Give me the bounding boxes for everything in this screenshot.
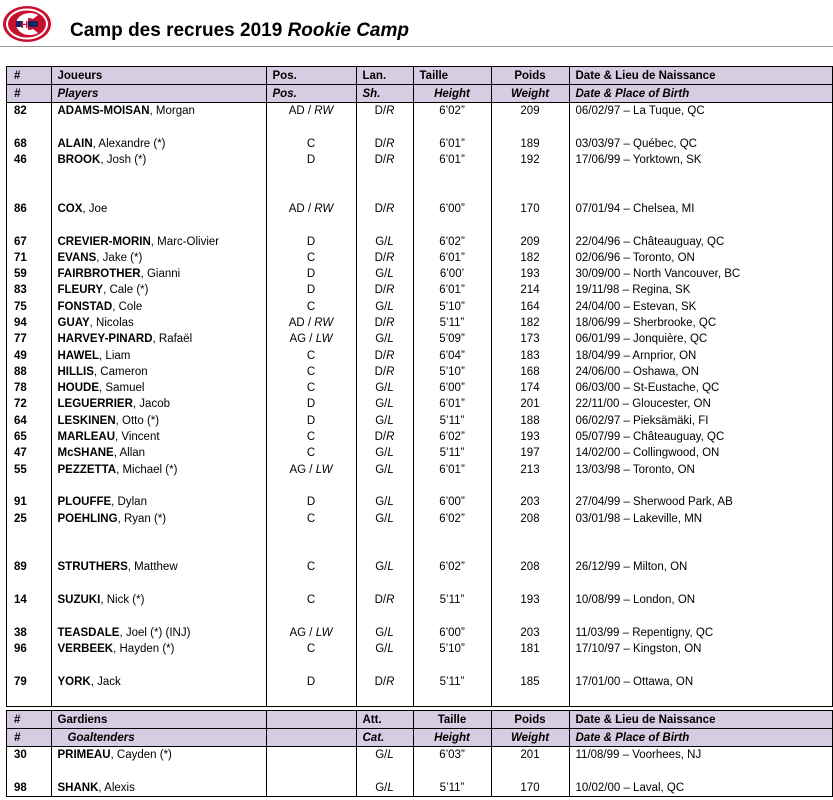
height: 5’10” bbox=[413, 364, 491, 380]
shoots: G/L bbox=[356, 494, 413, 510]
player-row bbox=[6, 429, 833, 445]
height: 6’01” bbox=[413, 462, 491, 478]
weight: 168 bbox=[491, 364, 569, 380]
weight: 170 bbox=[491, 201, 569, 217]
shoots: G/L bbox=[356, 233, 413, 249]
weight: 185 bbox=[491, 673, 569, 689]
shoots: G/L bbox=[356, 462, 413, 478]
height: 5’11” bbox=[413, 315, 491, 331]
weight: 201 bbox=[491, 747, 569, 764]
players-header-en bbox=[6, 85, 833, 103]
spacer-row bbox=[6, 690, 833, 706]
jersey-number: 94 bbox=[14, 317, 27, 329]
shoots: G/L bbox=[356, 299, 413, 315]
shoots: G/L bbox=[356, 445, 413, 461]
position: C bbox=[266, 559, 356, 575]
header-shot: Lan. bbox=[356, 67, 413, 85]
shoots: G/L bbox=[356, 780, 413, 796]
player-row bbox=[6, 201, 833, 217]
height: 6’04” bbox=[413, 347, 491, 363]
players-header-fr bbox=[6, 67, 833, 85]
birth-info: 14/02/00 – Collingwood, ON bbox=[569, 445, 833, 461]
shoots: D/R bbox=[356, 282, 413, 298]
header-weight: Poids bbox=[491, 67, 569, 85]
player-row bbox=[6, 641, 833, 657]
player-row bbox=[6, 625, 833, 641]
weight: 203 bbox=[491, 625, 569, 641]
height: 6’00” bbox=[413, 625, 491, 641]
birth-info: 13/03/98 – Toronto, ON bbox=[569, 462, 833, 478]
jersey-number: 25 bbox=[14, 512, 27, 525]
shoots: D/R bbox=[356, 152, 413, 168]
player-name: ADAMS-MOISAN, Morgan bbox=[51, 103, 266, 120]
position: AD / RW bbox=[266, 103, 356, 120]
jersey-number: 46 bbox=[14, 154, 27, 167]
birth-info: 11/03/99 – Repentigny, QC bbox=[569, 625, 833, 641]
weight: 201 bbox=[491, 396, 569, 412]
player-row bbox=[6, 152, 833, 168]
shoots: G/L bbox=[356, 747, 413, 764]
player-row bbox=[6, 396, 833, 412]
player-row bbox=[6, 380, 833, 396]
player-name: STRUTHERS, Matthew bbox=[51, 559, 266, 575]
spacer-row bbox=[6, 119, 833, 135]
player-row bbox=[6, 103, 833, 120]
player-name: HARVEY-PINARD, Rafaël bbox=[51, 331, 266, 347]
weight: 203 bbox=[491, 494, 569, 510]
spacer-row bbox=[6, 168, 833, 184]
goalie-header-name-en: Goaltenders bbox=[51, 729, 266, 747]
shoots: D/R bbox=[356, 315, 413, 331]
jersey-number: 79 bbox=[14, 675, 27, 688]
height: 6’01” bbox=[413, 282, 491, 298]
birth-info: 17/06/99 – Yorktown, SK bbox=[569, 152, 833, 168]
player-row bbox=[6, 445, 833, 461]
jersey-number: 30 bbox=[14, 749, 27, 762]
height: 6’02” bbox=[413, 103, 491, 120]
jersey-number: 77 bbox=[14, 333, 27, 346]
jersey-number: 91 bbox=[14, 496, 27, 509]
weight: 189 bbox=[491, 136, 569, 152]
goalies-header-en bbox=[6, 729, 833, 747]
position: C bbox=[266, 136, 356, 152]
goalie-header-birth-en: Date & Place of Birth bbox=[569, 729, 833, 747]
player-name: HAWEL, Liam bbox=[51, 347, 266, 363]
goalie-row bbox=[6, 747, 833, 764]
spacer-row bbox=[6, 527, 833, 543]
player-name: GUAY, Nicolas bbox=[51, 315, 266, 331]
player-row bbox=[6, 462, 833, 478]
height: 6’00” bbox=[413, 380, 491, 396]
goalie-header-blank bbox=[266, 711, 356, 729]
position: C bbox=[266, 592, 356, 608]
player-name: HOUDE, Samuel bbox=[51, 380, 266, 396]
height: 6’00” bbox=[413, 201, 491, 217]
goalie-header-catch-en: Cat. bbox=[356, 729, 413, 747]
player-row bbox=[6, 510, 833, 526]
height: 5’10” bbox=[413, 299, 491, 315]
player-name: CREVIER-MORIN, Marc-Olivier bbox=[51, 233, 266, 249]
height: 6’01” bbox=[413, 136, 491, 152]
header-weight-en: Weight bbox=[491, 85, 569, 103]
position: D bbox=[266, 282, 356, 298]
shoots: D/R bbox=[356, 429, 413, 445]
spacer-row bbox=[6, 543, 833, 559]
canadiens-logo bbox=[2, 4, 52, 44]
header-height: Taille bbox=[413, 67, 491, 85]
weight: 182 bbox=[491, 315, 569, 331]
goalie-header-blank-en bbox=[266, 729, 356, 747]
birth-info: 06/02/97 – Pieksämäki, FI bbox=[569, 413, 833, 429]
shoots: G/L bbox=[356, 625, 413, 641]
jersey-number: 38 bbox=[14, 626, 27, 639]
header-num: # bbox=[6, 67, 51, 85]
weight: 183 bbox=[491, 347, 569, 363]
position: AD / RW bbox=[266, 201, 356, 217]
goalie-header-weight-en: Weight bbox=[491, 729, 569, 747]
goalies-body bbox=[6, 747, 833, 796]
jersey-number: 49 bbox=[14, 349, 27, 362]
jersey-number: 75 bbox=[14, 300, 27, 313]
title-divider bbox=[0, 46, 833, 47]
weight: 197 bbox=[491, 445, 569, 461]
jersey-number: 14 bbox=[14, 594, 27, 607]
birth-info: 22/11/00 – Gloucester, ON bbox=[569, 396, 833, 412]
player-row bbox=[6, 266, 833, 282]
weight: 208 bbox=[491, 559, 569, 575]
goalie-header-name: Gardiens bbox=[51, 711, 266, 729]
shoots: D/R bbox=[356, 592, 413, 608]
header-num-en: # bbox=[6, 85, 51, 103]
svg-text:H: H bbox=[21, 20, 29, 31]
position: D bbox=[266, 413, 356, 429]
players-table bbox=[6, 66, 833, 706]
shoots: G/L bbox=[356, 396, 413, 412]
height: 5’11” bbox=[413, 413, 491, 429]
birth-info: 03/03/97 – Québec, QC bbox=[569, 136, 833, 152]
player-row bbox=[6, 331, 833, 347]
player-name: HILLIS, Cameron bbox=[51, 364, 266, 380]
player-row bbox=[6, 559, 833, 575]
birth-info: 22/04/96 – Châteauguay, QC bbox=[569, 233, 833, 249]
player-name: VERBEEK, Hayden (*) bbox=[51, 641, 266, 657]
player-name: YORK, Jack bbox=[51, 673, 266, 689]
weight: 208 bbox=[491, 510, 569, 526]
position: C bbox=[266, 429, 356, 445]
jersey-number: 47 bbox=[14, 447, 27, 460]
jersey-number: 55 bbox=[14, 463, 27, 476]
player-name: TEASDALE, Joel (*) (INJ) bbox=[51, 625, 266, 641]
position: C bbox=[266, 250, 356, 266]
goalie-header-birth: Date & Lieu de Naissance bbox=[569, 711, 833, 729]
jersey-number: 65 bbox=[14, 431, 27, 444]
height: 5’11” bbox=[413, 780, 491, 796]
height: 6’03” bbox=[413, 747, 491, 764]
player-name: COX, Joe bbox=[51, 201, 266, 217]
players-body bbox=[6, 103, 833, 706]
spacer-row bbox=[6, 576, 833, 592]
weight: 193 bbox=[491, 592, 569, 608]
weight: 188 bbox=[491, 413, 569, 429]
position: C bbox=[266, 641, 356, 657]
weight: 192 bbox=[491, 152, 569, 168]
jersey-number: 71 bbox=[14, 251, 27, 264]
player-row bbox=[6, 136, 833, 152]
player-name: FLEURY, Cale (*) bbox=[51, 282, 266, 298]
page-title: Camp des recrues 2019 Rookie Camp bbox=[70, 20, 409, 41]
birth-info: 19/11/98 – Regina, SK bbox=[569, 282, 833, 298]
player-name: LESKINEN, Otto (*) bbox=[51, 413, 266, 429]
player-name: MARLEAU, Vincent bbox=[51, 429, 266, 445]
goalie-header-weight: Poids bbox=[491, 711, 569, 729]
position: D bbox=[266, 673, 356, 689]
height: 5’11” bbox=[413, 592, 491, 608]
weight: 209 bbox=[491, 233, 569, 249]
height: 6’01” bbox=[413, 396, 491, 412]
height: 5’09” bbox=[413, 331, 491, 347]
position: D bbox=[266, 233, 356, 249]
header-pos: Pos. bbox=[266, 67, 356, 85]
height: 6’01” bbox=[413, 152, 491, 168]
position: C bbox=[266, 445, 356, 461]
jersey-number: 67 bbox=[14, 235, 27, 248]
height: 5’11” bbox=[413, 445, 491, 461]
goalie-row bbox=[6, 780, 833, 796]
player-name: EVANS, Jake (*) bbox=[51, 250, 266, 266]
weight: 209 bbox=[491, 103, 569, 120]
shoots: D/R bbox=[356, 347, 413, 363]
goalie-header-height-en: Height bbox=[413, 729, 491, 747]
player-row bbox=[6, 282, 833, 298]
height: 6’00” bbox=[413, 494, 491, 510]
birth-info: 30/09/00 – North Vancouver, BC bbox=[569, 266, 833, 282]
birth-info: 07/01/94 – Chelsea, MI bbox=[569, 201, 833, 217]
player-name: McSHANE, Allan bbox=[51, 445, 266, 461]
shoots: D/R bbox=[356, 103, 413, 120]
weight: 174 bbox=[491, 380, 569, 396]
position: C bbox=[266, 347, 356, 363]
height: 6’02” bbox=[413, 429, 491, 445]
header-name-en: Players bbox=[51, 85, 266, 103]
birth-info: 17/01/00 – Ottawa, ON bbox=[569, 673, 833, 689]
position: C bbox=[266, 510, 356, 526]
goalie-header-num-en: # bbox=[6, 729, 51, 747]
jersey-number: 83 bbox=[14, 284, 27, 297]
player-name: FAIRBROTHER, Gianni bbox=[51, 266, 266, 282]
player-name: PEZZETTA, Michael (*) bbox=[51, 462, 266, 478]
spacer-row bbox=[6, 184, 833, 200]
header-shot-en: Sh. bbox=[356, 85, 413, 103]
shoots: G/L bbox=[356, 266, 413, 282]
birth-info: 06/01/99 – Jonquière, QC bbox=[569, 331, 833, 347]
weight: 213 bbox=[491, 462, 569, 478]
jersey-number: 59 bbox=[14, 268, 27, 281]
player-name: PLOUFFE, Dylan bbox=[51, 494, 266, 510]
goalies-table bbox=[6, 710, 833, 796]
height: 6’02” bbox=[413, 510, 491, 526]
weight: 164 bbox=[491, 299, 569, 315]
header-birth-en: Date & Place of Birth bbox=[569, 85, 833, 103]
birth-info: 17/10/97 – Kingston, ON bbox=[569, 641, 833, 657]
shoots: G/L bbox=[356, 641, 413, 657]
jersey-number: 86 bbox=[14, 202, 27, 215]
player-name: POEHLING, Ryan (*) bbox=[51, 510, 266, 526]
shoots: G/L bbox=[356, 331, 413, 347]
height: 6’02” bbox=[413, 233, 491, 249]
position: C bbox=[266, 299, 356, 315]
weight: 193 bbox=[491, 429, 569, 445]
goalie-header-height: Taille bbox=[413, 711, 491, 729]
position: D bbox=[266, 396, 356, 412]
blank-cell bbox=[266, 780, 356, 796]
shoots: G/L bbox=[356, 413, 413, 429]
jersey-number: 96 bbox=[14, 642, 27, 655]
header-height-en: Height bbox=[413, 85, 491, 103]
player-name: BROOK, Josh (*) bbox=[51, 152, 266, 168]
shoots: D/R bbox=[356, 250, 413, 266]
player-row bbox=[6, 592, 833, 608]
birth-info: 06/03/00 – St-Eustache, QC bbox=[569, 380, 833, 396]
birth-info: 24/04/00 – Estevan, SK bbox=[569, 299, 833, 315]
player-name: ALAIN, Alexandre (*) bbox=[51, 136, 266, 152]
birth-info: 24/06/00 – Oshawa, ON bbox=[569, 364, 833, 380]
birth-info: 10/02/00 – Laval, QC bbox=[569, 780, 833, 796]
jersey-number: 64 bbox=[14, 414, 27, 427]
shoots: D/R bbox=[356, 136, 413, 152]
jersey-number: 78 bbox=[14, 382, 27, 395]
player-row bbox=[6, 233, 833, 249]
weight: 182 bbox=[491, 250, 569, 266]
birth-info: 27/04/99 – Sherwood Park, AB bbox=[569, 494, 833, 510]
birth-info: 05/07/99 – Châteauguay, QC bbox=[569, 429, 833, 445]
weight: 214 bbox=[491, 282, 569, 298]
weight: 173 bbox=[491, 331, 569, 347]
height: 5’11” bbox=[413, 673, 491, 689]
spacer-row bbox=[6, 763, 833, 779]
jersey-number: 68 bbox=[14, 137, 27, 150]
birth-info: 26/12/99 – Milton, ON bbox=[569, 559, 833, 575]
goalies-header-fr bbox=[6, 711, 833, 729]
height: 6’02” bbox=[413, 559, 491, 575]
height: 6’01” bbox=[413, 250, 491, 266]
player-name: SHANK, Alexis bbox=[51, 780, 266, 796]
player-name: PRIMEAU, Cayden (*) bbox=[51, 747, 266, 764]
position: C bbox=[266, 380, 356, 396]
birth-info: 03/01/98 – Lakeville, MN bbox=[569, 510, 833, 526]
player-name: FONSTAD, Cole bbox=[51, 299, 266, 315]
jersey-number: 89 bbox=[14, 561, 27, 574]
player-name: SUZUKI, Nick (*) bbox=[51, 592, 266, 608]
blank-cell bbox=[266, 747, 356, 764]
spacer-row bbox=[6, 608, 833, 624]
position: AG / LW bbox=[266, 462, 356, 478]
position: D bbox=[266, 494, 356, 510]
spacer-row bbox=[6, 478, 833, 494]
position: AD / RW bbox=[266, 315, 356, 331]
goalie-header-catch: Att. bbox=[356, 711, 413, 729]
shoots: D/R bbox=[356, 673, 413, 689]
birth-info: 10/08/99 – London, ON bbox=[569, 592, 833, 608]
header-birth: Date & Lieu de Naissance bbox=[569, 67, 833, 85]
shoots: G/L bbox=[356, 510, 413, 526]
position: D bbox=[266, 152, 356, 168]
birth-info: 06/02/97 – La Tuque, QC bbox=[569, 103, 833, 120]
position: D bbox=[266, 266, 356, 282]
player-row bbox=[6, 299, 833, 315]
birth-info: 02/06/96 – Toronto, ON bbox=[569, 250, 833, 266]
birth-info: 11/08/99 – Voorhees, NJ bbox=[569, 747, 833, 764]
position: AG / LW bbox=[266, 625, 356, 641]
weight: 193 bbox=[491, 266, 569, 282]
jersey-number: 98 bbox=[14, 781, 27, 794]
player-row bbox=[6, 347, 833, 363]
height: 5’10” bbox=[413, 641, 491, 657]
header-pos-en: Pos. bbox=[266, 85, 356, 103]
position: C bbox=[266, 364, 356, 380]
goalie-header-num: # bbox=[6, 711, 51, 729]
player-row bbox=[6, 364, 833, 380]
jersey-number: 82 bbox=[14, 105, 27, 118]
spacer-row bbox=[6, 657, 833, 673]
birth-info: 18/04/99 – Arnprior, ON bbox=[569, 347, 833, 363]
player-row bbox=[6, 673, 833, 689]
shoots: G/L bbox=[356, 559, 413, 575]
player-row bbox=[6, 250, 833, 266]
player-row bbox=[6, 413, 833, 429]
header-name: Joueurs bbox=[51, 67, 266, 85]
spacer-row bbox=[6, 217, 833, 233]
shoots: G/L bbox=[356, 380, 413, 396]
weight: 181 bbox=[491, 641, 569, 657]
player-name: LEGUERRIER, Jacob bbox=[51, 396, 266, 412]
shoots: D/R bbox=[356, 364, 413, 380]
birth-info: 18/06/99 – Sherbrooke, QC bbox=[569, 315, 833, 331]
jersey-number: 88 bbox=[14, 365, 27, 378]
height: 6’00’ bbox=[413, 266, 491, 282]
player-row bbox=[6, 494, 833, 510]
jersey-number: 72 bbox=[14, 398, 27, 411]
weight: 170 bbox=[491, 780, 569, 796]
shoots: D/R bbox=[356, 201, 413, 217]
position: AG / LW bbox=[266, 331, 356, 347]
player-row bbox=[6, 315, 833, 331]
